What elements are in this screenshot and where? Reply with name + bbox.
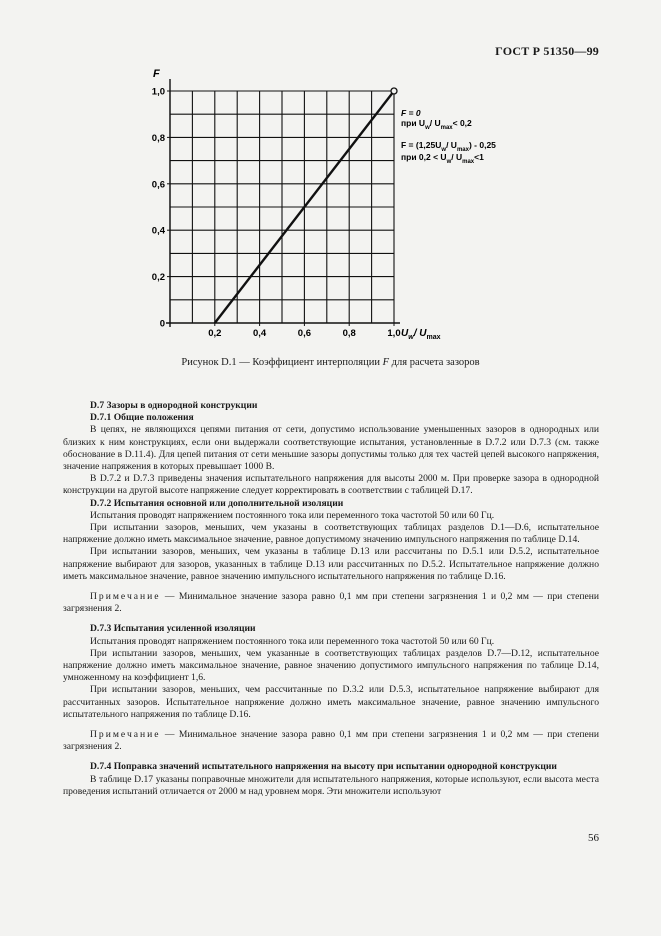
paragraph: В таблице D.17 указаны поправочные множители для испытательного напряжения, которые используют, если высота места проведения испытаний отличается от 2000 м над уровнем моря. Эти множители используют [63,773,599,797]
legend-line-4: при $0,2 < U_w/$ $U_{max}<1$ [401,152,484,165]
y-tick-label: 0,2 [151,272,165,284]
paragraph: Испытания проводят напряжением постоянного тока или переменного тока частотой 50 или 60 Гц. [90,635,495,647]
chart-axes [166,79,400,327]
document-body [63,400,599,798]
section-d71-title: D.7.1 Общие положения [90,412,194,424]
section-d72-title: D.7.2 Испытания основной или дополнительной изоляции [90,497,344,509]
paragraph: При испытании зазоров, меньших, чем указаны в соответствующих таблицах разделов D.1—D.6, испытательное напряжение должно иметь максимальное значение, равное допустимому значению импульсного напряжения по таблице D.14. [63,522,599,546]
y-tick-label: 1,0 [151,86,165,98]
paragraph: При испытании зазоров, меньших, чем указанные в соответствующих таблицах разделов D.7—D.12, испытательное напряжение должно иметь максимальное значение, равное значению допустимого импульсного напряжения по таблице D.14, умноженному на коэффициент 1,6. [63,647,599,684]
y-axis-label: F [153,68,160,80]
y-tick-label: 0,8 [151,132,165,144]
y-tick-label: 0 [159,318,165,330]
legend-line-1: F = 0 [401,108,421,118]
page-number: 56 [588,832,599,844]
chart-ticks [152,87,401,340]
section-d74-title: D.7.4 Поправка значений испытательного напряжения на высоту при испытании однородной конструкции [90,761,557,773]
standard-header: ГОСТ Р 51350—99 [495,44,599,58]
legend-line-2: при $U_w/$ $U_{max}< 0,2$ [401,118,472,131]
x-tick-label: 0,4 [252,328,267,339]
y-tick-label: 0,4 [151,225,165,237]
paragraph: В D.7.2 и D.7.3 приведены значения испытательного напряжения для высоты 2000 м. При проверке зазора в однородной конструкции на другой высоте напряжение следует корректировать в соответствии с таблицей D.17. [63,473,599,497]
x-axis-label: $U_w/$ $U_{max}$ [401,328,441,341]
interpolation-chart [0,0,661,356]
note: Примечание — Минимальное значение зазора равно 0,1 мм при степени загрязнения 1 и 0,2 мм — при степени загрязнения 2. [63,591,599,615]
paragraph: В цепях, не являющихся цепями питания от сети, допустимо использование уменьшенных зазоров в однородных или близких к ним конструкциях, если они выдержали соответствующие испытания, установленные в D.7.2 или D.7.3 (см. также обоснование в D.11.4). Для цепей питания от сети меньшие зазоры допустимы только для тех частей цепей высокого напряжения, значение напряжения в которых превышает 1000 В. [63,424,599,473]
formula-legend [401,108,496,165]
paragraph: При испытании зазоров, меньших, чем указаны в таблице D.13 или рассчитаны по D.5.1 или D.5.2, испытательное напряжение выбирают для зазоров, указанных в таблице D.13 или рассчитанных по D.5.2. Испытательное напряжение должно иметь максимальное значение, равное значению импульсного испытательного напряжения по таблице D.16. [63,546,599,582]
series-endpoint-marker [391,88,397,94]
note: Примечание — Минимальное значение зазора равно 0,1 мм при степени загрязнения 1 и 0,2 мм — при степени загрязнения 2. [63,729,599,753]
figure-caption: Рисунок D.1 — Коэффициент интерполяции F для расчета зазоров [181,357,480,368]
paragraph: Испытания проводят напряжением постоянного тока или переменного тока частотой 50 или 60 Гц. [90,509,495,521]
x-tick-label: 0,8 [342,328,356,339]
x-tick-label: 1,0 [387,328,401,339]
x-tick-label: 0,6 [297,328,312,339]
section-d73-title: D.7.3 Испытания усиленной изоляции [90,623,256,635]
section-d7-title: D.7 Зазоры в однородной конструкции [90,400,258,411]
chart-series [215,88,397,323]
chart-grid [170,91,394,323]
legend-line-3: $F = (1,25U_w/$ $U_{max}) - 0,25$ [401,140,496,153]
x-tick-label: 0,2 [208,328,222,339]
paragraph: При испытании зазоров, меньших, чем рассчитанные по D.3.2 или D.5.3, испытательное напряжение выбирают для рассчитанных зазоров. Испытательное напряжение должно иметь максимальное значение, равное значению импульсного испытательного напряжения по таблице D.16. [63,684,599,720]
y-tick-label: 0,6 [151,179,165,191]
